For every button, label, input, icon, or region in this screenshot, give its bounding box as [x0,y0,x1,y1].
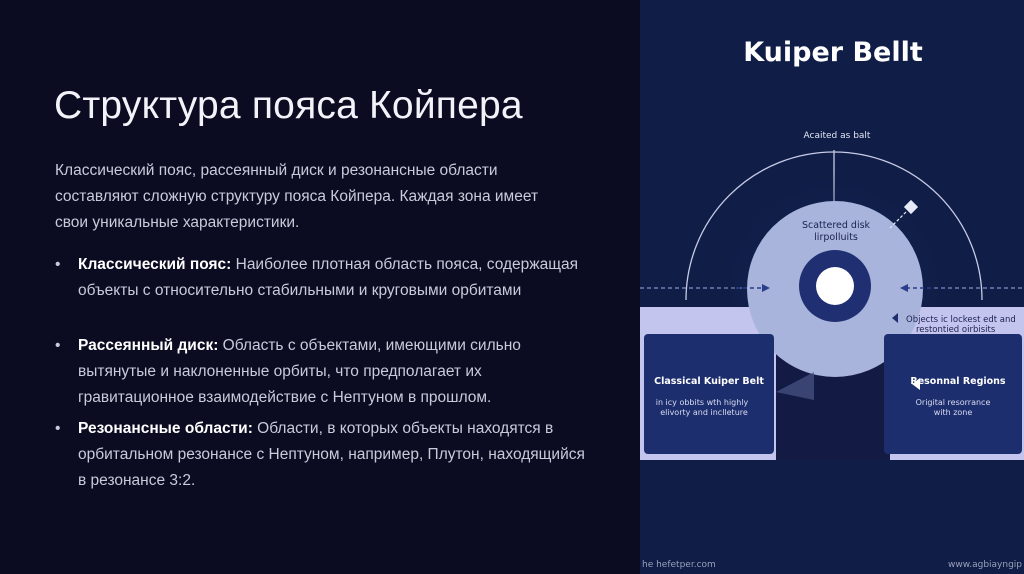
bullet-marker: • [55,420,61,437]
disk-center [816,267,854,305]
bullet-text: Области, в которых объекты находятся в орбитальном резонансе с Нептуном, например, Плутон, находящийся в резонансе 3:2. [78,420,585,489]
card-right-line1: Origital resorrance [915,398,991,407]
intro-paragraph: Классический пояс, рассеянный диск и резонансные области составляют сложную структуру пояса Койпера. Каждая зона имеет свои уникальные характеристики. [55,162,539,231]
bullet-scattered-disk [55,333,588,411]
illustration-canvas [640,0,1024,574]
card-right-title: Resonnal Regions [910,376,1006,387]
bullet-term: Рассеянный диск: [78,337,219,354]
kuiper-belt-illustration [640,0,1024,574]
center-label-1: Scattered disk [801,220,871,231]
bullet-marker: • [55,337,61,354]
bullet-term: Резонансные области: [78,420,253,437]
card-left-title: Classical Kuiper Belt [654,376,764,387]
card-left-line2: elivorty and inclleture [660,408,748,417]
arc-label: Acaited as balt [803,131,871,141]
slide-title: Структура пояса Койпера [54,84,523,127]
footer-left: he hefetper.com [642,560,716,570]
card-resonant-regions [884,334,1022,454]
card-right-line2: with zone [933,408,973,417]
bullet-resonant-regions [55,416,588,494]
card-classical-belt [644,334,774,454]
bullet-term: Классический пояс: [78,256,232,273]
bullet-text: Наиболее плотная область пояса, содержащая объекты с относительно стабильными и круговыми орбитами [78,256,579,299]
card-left-line1: in icy obbits wth highly [655,398,749,407]
footer-right: www.agbiayngip [947,560,1022,570]
note-line1: Objects ic lockest edt and [906,315,1016,325]
bullet-text: Область с объектами, имеющими сильно вытянутые и наклоненные орбиты, что предполагает их гравитационное взаимодействие с Нептуном в прошлом. [78,337,521,406]
illustration-heading: Kuiper Bellt [743,37,923,68]
bullet-marker: • [55,256,61,273]
note-line2: restontied oirbisits [916,325,996,335]
center-label-2: lirpolluits [814,232,858,243]
bullet-classical-belt [55,252,588,304]
